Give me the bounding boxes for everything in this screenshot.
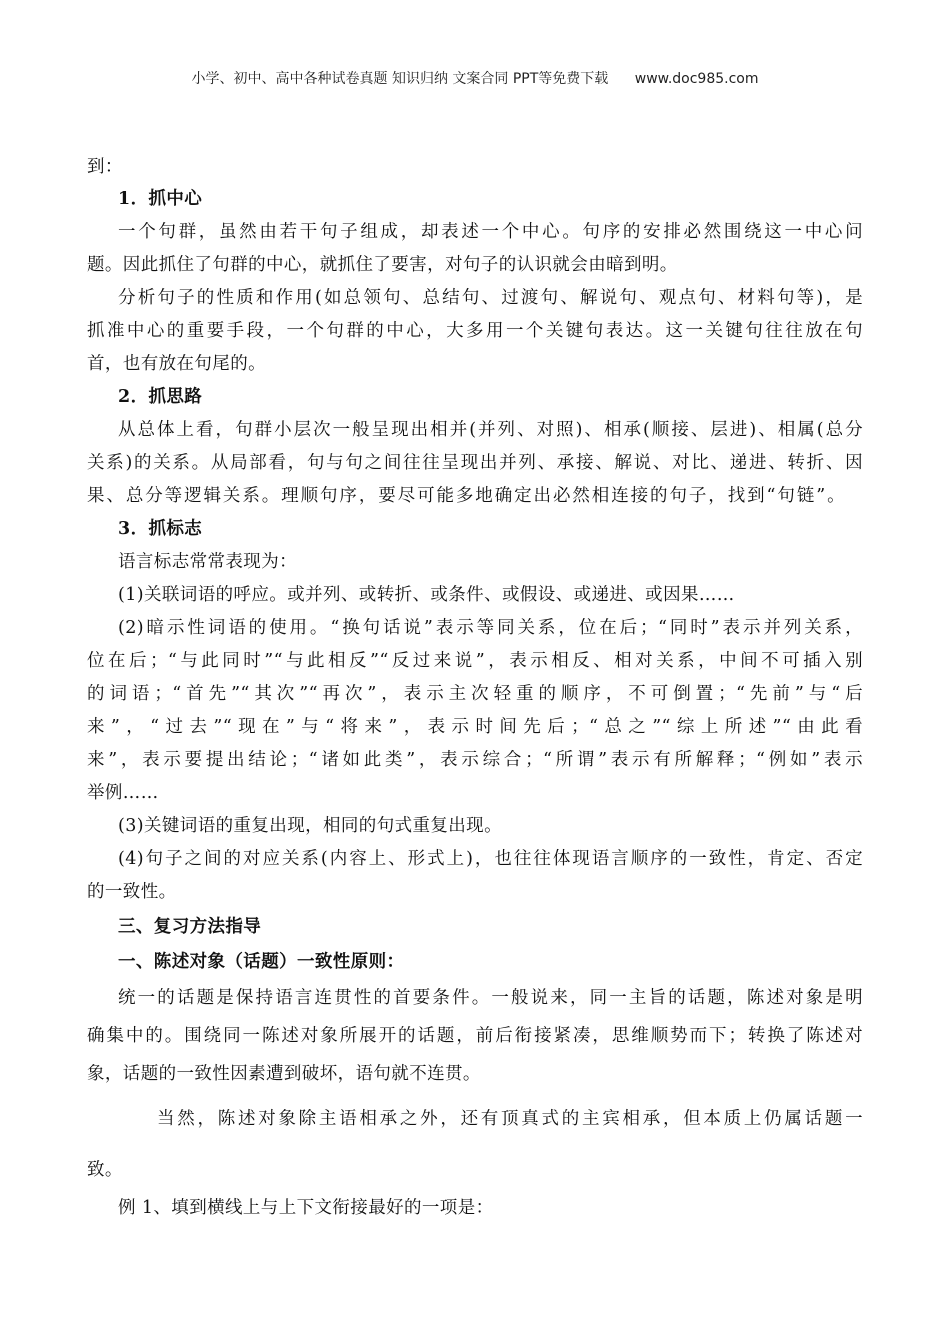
header-text: 小学、初中、高中各种试卷真题 知识归纳 文案合同 PPT等免费下载 — [191, 71, 609, 87]
text-line: 抓准中心的重要手段，一个句群的中心，大多用一个关键句表达。这一关键句往往放在句 — [87, 321, 863, 341]
text-line: (1)关联词语的呼应。或并列、或转折、或条件、或假设、或递进、或因果…… — [118, 585, 735, 605]
text-line: 的一致性。 — [87, 882, 177, 902]
text-line: (2)暗示性词语的使用。“换句话说”表示等同关系，位在后；“同时”表示并列关系， — [118, 618, 863, 638]
text-line: 分析句子的性质和作用(如总领句、总结句、过渡句、解说句、观点句、材料句等)，是 — [118, 288, 863, 308]
text-line: 到： — [87, 157, 123, 177]
header-site: www.doc985.com — [634, 71, 759, 87]
text-line: 关系)的关系。从局部看，句与句之间往往呈现出并列、承接、解说、对比、递进、转折、因 — [87, 453, 863, 473]
text-line: 举例…… — [87, 783, 159, 803]
text-line: (3)关键词语的重复出现，相同的句式重复出现。 — [118, 816, 502, 836]
text-line: 一个句群，虽然由若干句子组成，却表述一个中心。句序的安排必然围绕这一中心问 — [118, 222, 863, 242]
section-heading: 1．抓中心 — [118, 189, 203, 209]
text-line: 语言标志常常表现为： — [118, 552, 297, 572]
page-header — [0, 68, 950, 88]
text-line: 当然，陈述对象除主语相承之外，还有顶真式的主宾相承，但本质上仍属话题一 — [157, 1109, 863, 1129]
text-line: 来”，“过去”“现在”与“将来”，表示时间先后；“总之”“综上所述”“由此看 — [87, 717, 863, 737]
section-heading: 3．抓标志 — [118, 519, 203, 539]
text-line: 题。因此抓住了句群的中心，就抓住了要害，对句子的认识就会由暗到明。 — [87, 255, 678, 275]
text-line: 果、总分等逻辑关系。理顺句序，要尽可能多地确定出必然相连接的句子，找到“句链”。 — [87, 486, 845, 506]
text-line: 首，也有放在句尾的。 — [87, 354, 266, 374]
section-heading: 三、复习方法指导 — [118, 917, 262, 937]
text-line: 致。 — [87, 1160, 123, 1180]
text-line: 来”，表示要提出结论；“诸如此类”，表示综合；“所谓”表示有所解释；“例如”表示 — [87, 750, 863, 770]
section-heading: 一、陈述对象（话题）一致性原则： — [118, 952, 405, 972]
text-line: 位在后；“与此同时”“与此相反”“反过来说”，表示相反、相对关系，中间不可插入别 — [87, 651, 863, 671]
text-line: 的词语；“首先”“其次”“再次”，表示主次轻重的顺序，不可倒置；“先前”与“后 — [87, 684, 863, 704]
text-line: 象，话题的一致性因素遭到破坏，语句就不连贯。 — [87, 1064, 481, 1084]
text-line: 确集中的。围绕同一陈述对象所展开的话题，前后衔接紧凑，思维顺势而下；转换了陈述对 — [87, 1026, 863, 1046]
section-heading: 2．抓思路 — [118, 387, 203, 407]
text-line: 从总体上看，句群小层次一般呈现出相并(并列、对照)、相承(顺接、层进)、相属(总分 — [118, 420, 863, 440]
text-line: 例 1、填到横线上与上下文衔接最好的一项是： — [118, 1198, 494, 1218]
text-line: 统一的话题是保持语言连贯性的首要条件。一般说来，同一主旨的话题，陈述对象是明 — [118, 988, 863, 1008]
text-line: (4)句子之间的对应关系(内容上、形式上)，也往往体现语言顺序的一致性，肯定、否定 — [118, 849, 863, 869]
